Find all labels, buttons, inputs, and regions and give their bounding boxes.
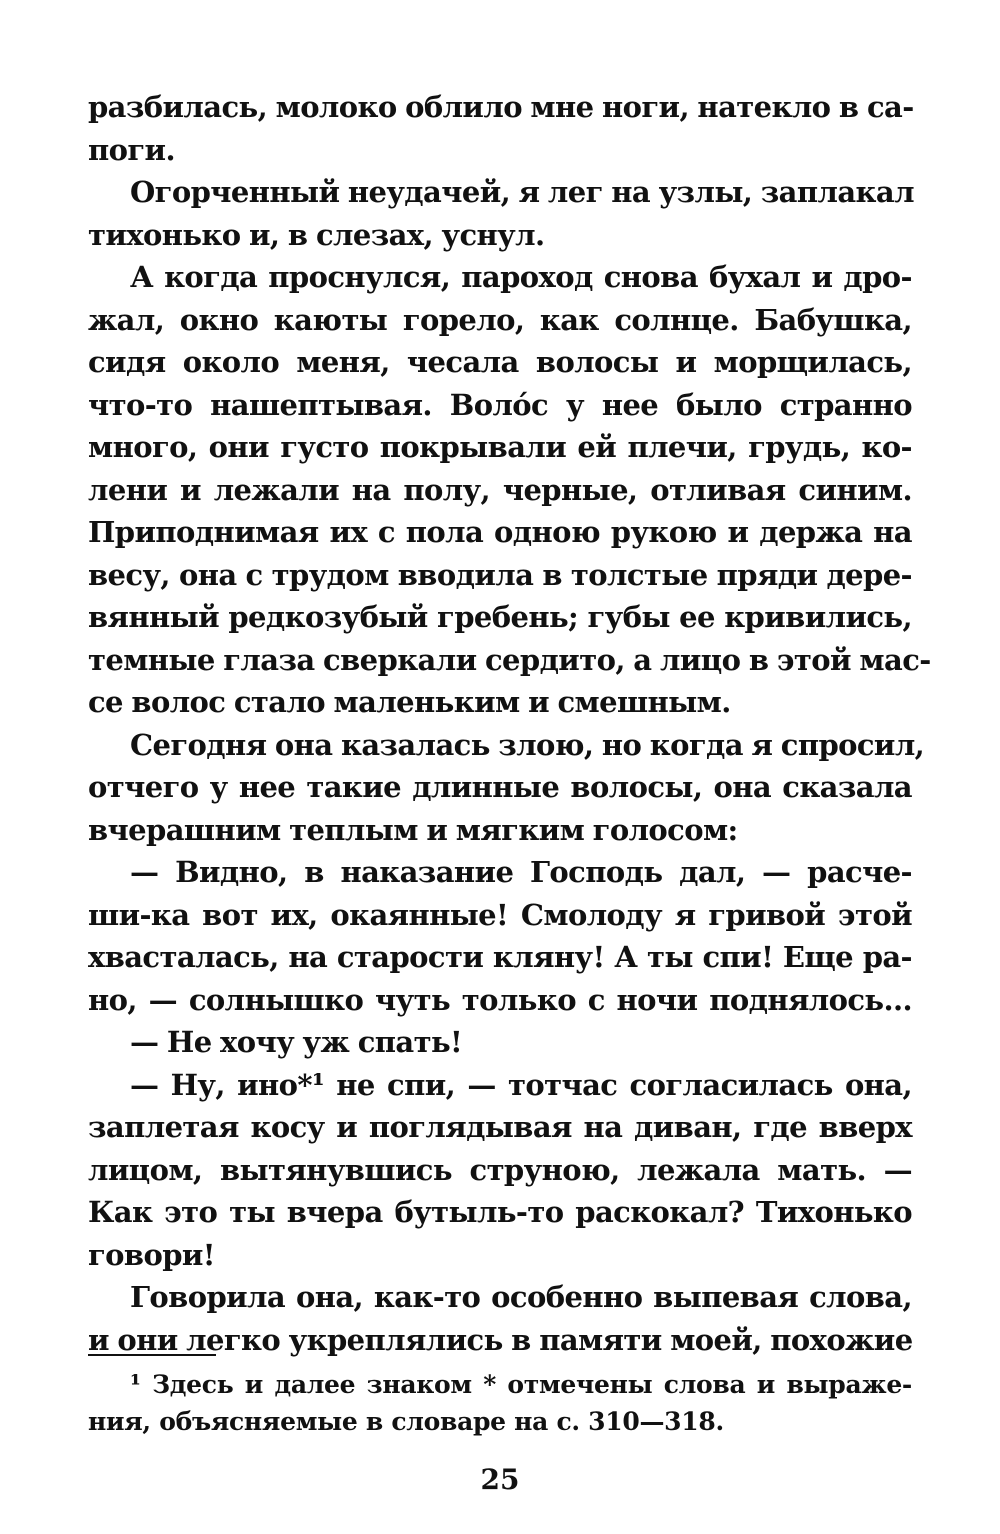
text-line: хвасталась, на старости кляну! А ты спи! Еще ра- [88,940,912,974]
text-line: Огорченный неудачей, я лег на узлы, заплакал [130,175,914,209]
text-line: лени и лежали на полу, черные, отливая синим. [88,472,912,507]
page-number: 25 [480,1463,520,1496]
text-line: говори! [88,1237,215,1272]
text-line: вянный редкозубый гребень; губы ее кривились, [88,600,912,634]
text-line: ши-ка вот их, окаянные! Смолоду я гривой этой [88,897,912,932]
text-line: много, они густо покрывали ей плечи, грудь, ко- [88,430,912,464]
text-line: поги. [88,132,175,167]
text-line: — Не хочу уж спать! [130,1025,463,1059]
footnote [88,1366,912,1440]
text-line: тихонько и, в слезах, уснул. [88,217,545,252]
text-line: Как это ты вчера бутыль-то раскокал? Тихонько [88,1195,912,1229]
text-line: отчего у нее такие длинные волосы, она сказала [88,770,912,804]
footnote-line: ния, объясняемые в словаре на с. 310—318. [88,1407,724,1436]
text-line: — Ну, ино*¹ не спи, — тотчас согласилась она, [130,1067,912,1102]
text-line: темные глаза сверкали сердито, а лицо в этой мас- [88,642,931,677]
text-line: Говорила она, как-то особенно выпевая слова, [130,1280,912,1314]
body-text [88,86,931,1361]
text-line: и они легко укреплялись в памяти моей, похожие [88,1322,913,1357]
text-line: но, — солнышко чуть только с ночи поднялось... [88,982,912,1017]
text-line: лицом, вытянувшись струною, лежала мать. — [88,1152,912,1187]
text-line: весу, она с трудом вводила в толстые пряди дере- [88,557,912,592]
text-line: се волос стало маленьким и смешным. [88,685,731,719]
text-line: Приподнимая их с пола одною рукою и держа на [88,515,912,549]
footnote-divider [88,1354,216,1356]
text-line: жал, окно каюты горело, как солнце. Бабушка, [88,302,912,337]
text-line: что-то нашептывая. Воло́с у нее было странно [88,387,912,422]
text-line: заплетая косу и поглядывая на диван, где вверх [88,1110,912,1144]
text-line: сидя около меня, чесала волосы и морщилась, [88,345,912,379]
text-line: разбилась, молоко облило мне ноги, натекло в са- [88,90,914,124]
text-line: — Видно, в наказание Господь дал, — расче- [130,855,912,889]
footnote-line: ¹ Здесь и далее знаком * отмечены слова и выраже- [130,1370,912,1399]
text-line: А когда проснулся, пароход снова бухал и дро- [130,260,912,294]
text-line: вчерашним теплым и мягким голосом: [88,812,738,847]
text-line: Сегодня она казалась злою, но когда я спросил, [130,727,925,762]
